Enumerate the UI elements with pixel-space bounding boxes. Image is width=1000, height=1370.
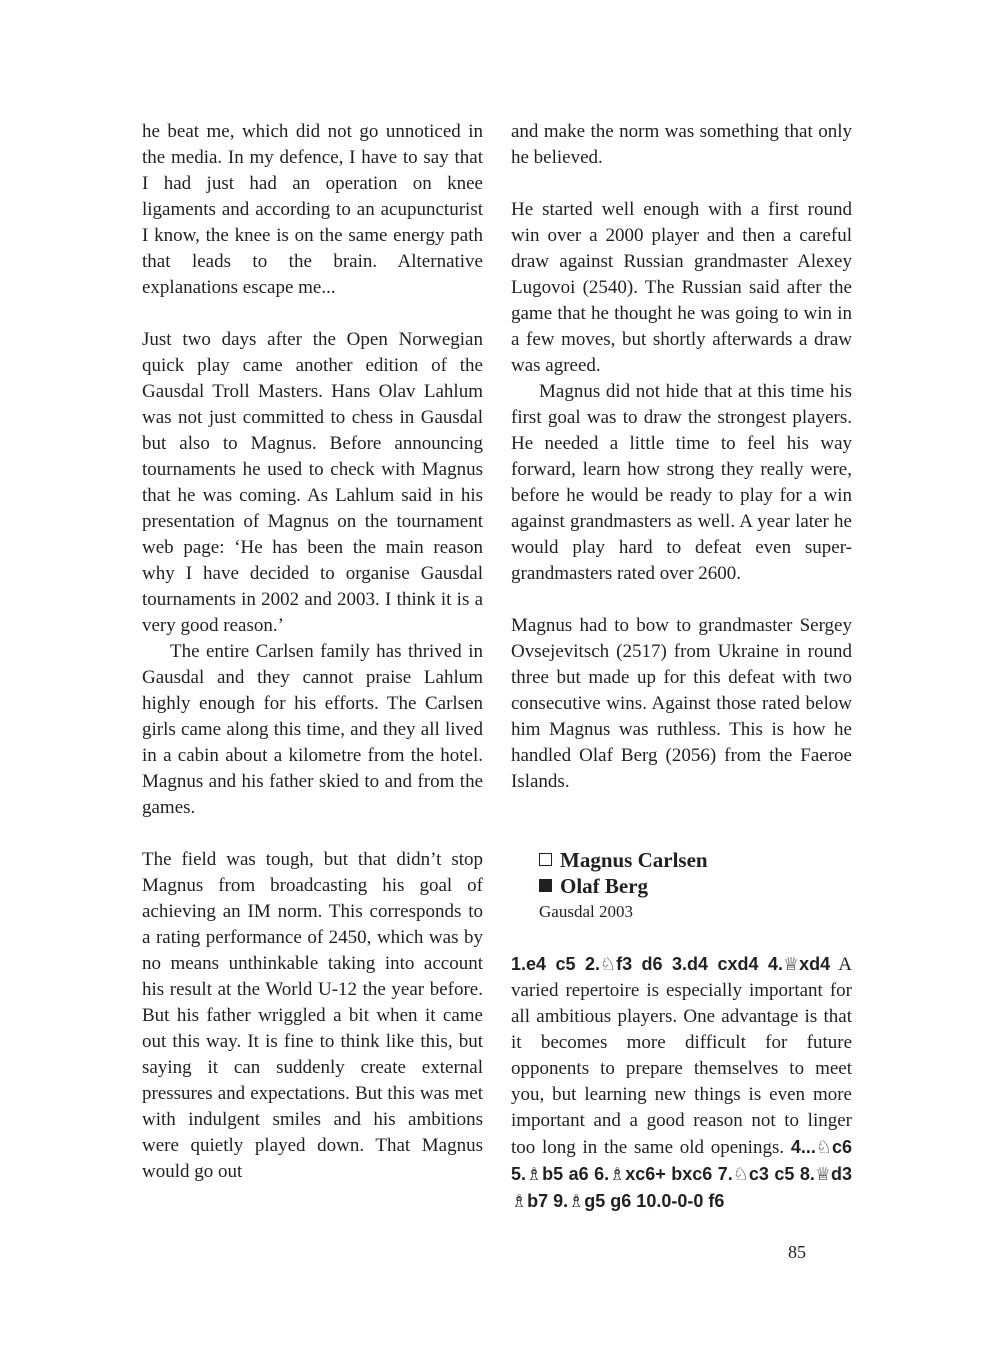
paragraph: Magnus had to bow to grandmaster Sergey Ovsejevitsch (2517) from Ukraine in round three but made up for this defeat with two consecutive wins. Against those rated below him Magnus was ruthless. This is how he handled Olaf Berg (2056) from the Faeroe Islands. xyxy=(511,615,852,792)
black-player-line xyxy=(539,873,852,899)
game-notation xyxy=(511,951,852,1215)
paragraph: Magnus did not hide that at this time his first goal was to draw the strongest players. He needed a little time to feel his way forward, learn how strong they really were, before he would be ready to play for a win against grandmasters as well. A year later he would play hard to defeat even super-grandmasters rated over 2600. xyxy=(511,381,852,584)
paragraph: The entire Carlsen family has thrived in Gausdal and they cannot praise Lahlum highly enough for his efforts. The Carlsen girls came along this time, and they all lived in a cabin about a kilometre from the hotel. Magnus and his father skied to and from the games. xyxy=(142,641,483,818)
move-list: 1.e4 c5 2.♘f3 d6 3.d4 cxd4 4.♕xd4 xyxy=(511,954,831,974)
paragraph: The field was tough, but that didn’t stop Magnus from broadcasting his goal of achieving an IM norm. This corresponds to a rating performance of 2450, which was by no means unthinkable taking into account his result at the World U-12 the year before. But his father wriggled a bit when it came out this way. It is fine to think like this, but saying it can suddenly create external pressures and expectations. But this was met with indulgent smiles and his ambitions were quietly played down. That Magnus would go out xyxy=(142,849,483,1182)
annotation-comment: A varied repertoire is especially important for all ambitious players. One advantage is that it becomes more difficult for future opponents to prepare themselves to meet you, but learning new things is even more important and a good reason not to linger too long in the same old openings. xyxy=(511,954,852,1158)
move-list: 4...♘c6 5.♗b5 a6 6.♗xc6+ bxc6 7.♘c3 c5 8.♕d3 ♗b7 9.♗g5 g6 10.0-0-0 f6 xyxy=(511,1137,852,1211)
white-player-line xyxy=(539,847,852,873)
paragraph: He started well enough with a first round win over a 2000 player and then a careful draw against Russian grandmaster Alexey Lugovoi (2540). The Russian said after the game that he thought he was going to win in a few moves, but shortly afterwards a draw was agreed. xyxy=(511,199,852,376)
black-square-icon xyxy=(539,879,552,892)
paragraph: Just two days after the Open Norwegian quick play came another edition of the Gausdal Troll Masters. Hans Olav Lahlum was not just committed to chess in Gausdal but also to Magnus. Before announcing tournaments he used to check with Magnus that he was coming. As Lahlum said in his presentation of Magnus on the tournament web page: ‘He has been the main reason why I have decided to organise Gausdal tournaments in 2002 and 2003. I think it is a very good reason.’ xyxy=(142,329,483,636)
paragraph: he beat me, which did not go unnoticed in the media. In my defence, I have to say that I had just had an operation on knee ligaments and according to an acupuncturist I know, the knee is on the same energy path that leads to the brain. Alternative explanations escape me... xyxy=(142,121,483,298)
white-player-name: Magnus Carlsen xyxy=(560,848,708,872)
paragraph: and make the norm was something that only he believed. xyxy=(511,121,852,168)
game-header xyxy=(511,847,852,925)
game-venue: Gausdal 2003 xyxy=(539,902,633,921)
white-square-icon xyxy=(539,853,552,866)
right-column xyxy=(511,119,852,1215)
black-player-name: Olaf Berg xyxy=(560,874,649,898)
left-column xyxy=(142,119,483,1185)
page-number: 85 xyxy=(788,1242,806,1262)
